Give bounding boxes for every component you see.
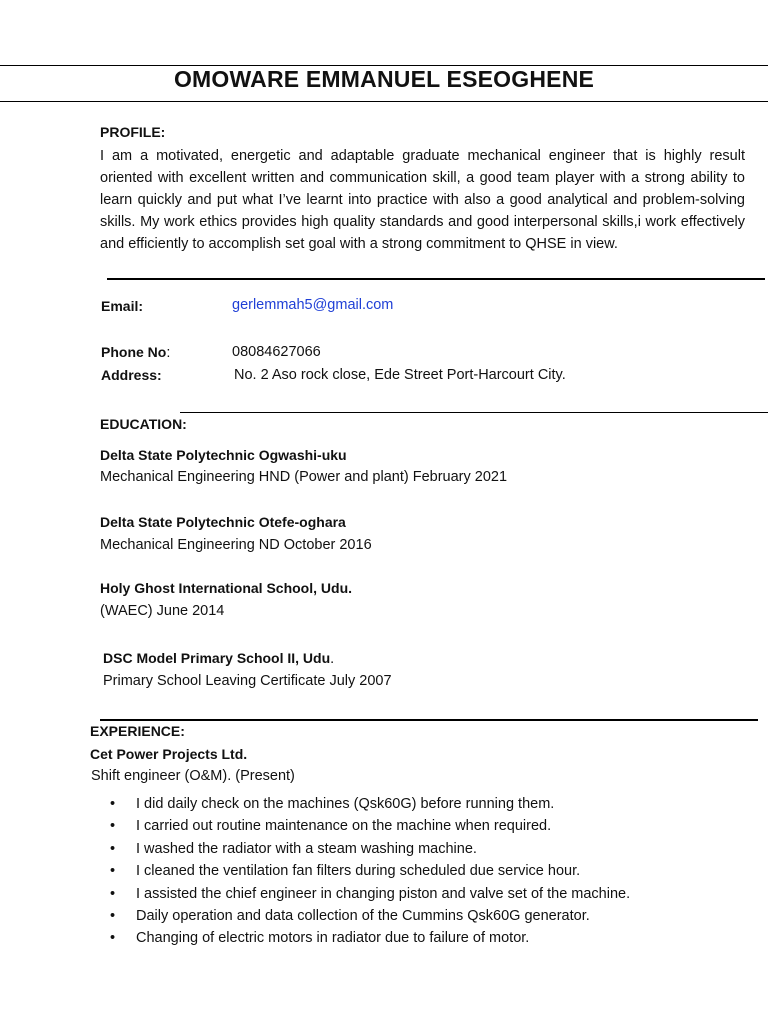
- education-detail-3: (WAEC) June 2014: [100, 603, 225, 619]
- bullet-icon: •: [110, 930, 116, 947]
- education-heading: EDUCATION:: [100, 416, 187, 432]
- list-item: [110, 815, 630, 837]
- education-school-4-row: [103, 650, 334, 668]
- profile-divider: [107, 278, 765, 280]
- list-item: [110, 927, 630, 949]
- profile-heading: PROFILE:: [100, 124, 166, 140]
- bullet-icon: •: [110, 863, 116, 880]
- email-label: Email:: [101, 298, 144, 314]
- duty-text: I washed the radiator with a steam washing machine.: [136, 840, 477, 857]
- phone-label-row: [101, 344, 170, 361]
- bullet-icon: •: [110, 818, 116, 835]
- education-school-1: Delta State Polytechnic Ogwashi-uku: [100, 447, 347, 463]
- education-divider: [100, 719, 758, 721]
- duty-text: Daily operation and data collection of the Cummins Qsk60G generator.: [136, 907, 590, 924]
- education-school-4-suffix: .: [330, 651, 335, 667]
- list-item: [110, 883, 630, 905]
- duty-text: I assisted the chief engineer in changing piston and valve set of the machine.: [136, 885, 631, 902]
- candidate-name: OMOWARE EMMANUEL ESEOGHENE: [173, 66, 595, 92]
- experience-company: Cet Power Projects Ltd.: [90, 746, 248, 762]
- experience-role: Shift engineer (O&M). (Present): [91, 768, 295, 784]
- contact-divider: [180, 412, 768, 413]
- list-item: [110, 860, 630, 882]
- education-detail-1: Mechanical Engineering HND (Power and plant) February 2021: [100, 469, 508, 485]
- duty-text: I did daily check on the machines (Qsk60G) before running them.: [136, 796, 555, 812]
- list-item: [110, 793, 630, 815]
- address-label: Address:: [101, 367, 162, 383]
- profile-text: I am a motivated, energetic and adaptable graduate mechanical engineer that is highly result oriented with excellent written and communication skill, a good team player with a strong ability to learn quickly and put what I’ve learnt into practice with also a good analytical and problem-solving skills. My work ethics provides high quality standards and good interpersonal skills,i work effectively and efficiently to accomplish set goal with a strong commitment to QHSE in view.: [100, 148, 745, 252]
- duties-list: [110, 793, 630, 950]
- name-bottom-rule: [0, 101, 768, 102]
- list-item: [110, 838, 630, 860]
- duty-text: I cleaned the ventilation fan filters during scheduled due service hour.: [136, 863, 581, 880]
- education-school-3: Holy Ghost International School, Udu.: [100, 580, 353, 596]
- bullet-icon: •: [110, 885, 116, 902]
- education-detail-4: Primary School Leaving Certificate July 2007: [103, 673, 392, 689]
- phone-label: Phone No: [101, 344, 167, 360]
- list-item: [110, 905, 630, 927]
- education-detail-2: Mechanical Engineering ND October 2016: [100, 537, 372, 553]
- phone-value: 08084627066: [232, 344, 321, 360]
- education-school-4: DSC Model Primary School II, Udu: [103, 650, 331, 666]
- duty-text: I carried out routine maintenance on the machine when required.: [136, 818, 552, 835]
- email-link[interactable]: gerlemmah5@gmail.com: [232, 297, 394, 313]
- duty-text: Changing of electric motors in radiator due to failure of motor.: [136, 930, 530, 947]
- experience-heading: EXPERIENCE:: [90, 723, 185, 739]
- phone-colon: :: [166, 345, 171, 361]
- bullet-icon: •: [110, 796, 116, 812]
- education-school-2: Delta State Polytechnic Otefe-oghara: [100, 514, 346, 530]
- bullet-icon: •: [110, 907, 116, 924]
- bullet-icon: •: [110, 840, 116, 857]
- address-value: No. 2 Aso rock close, Ede Street Port-Harcourt City.: [234, 367, 566, 383]
